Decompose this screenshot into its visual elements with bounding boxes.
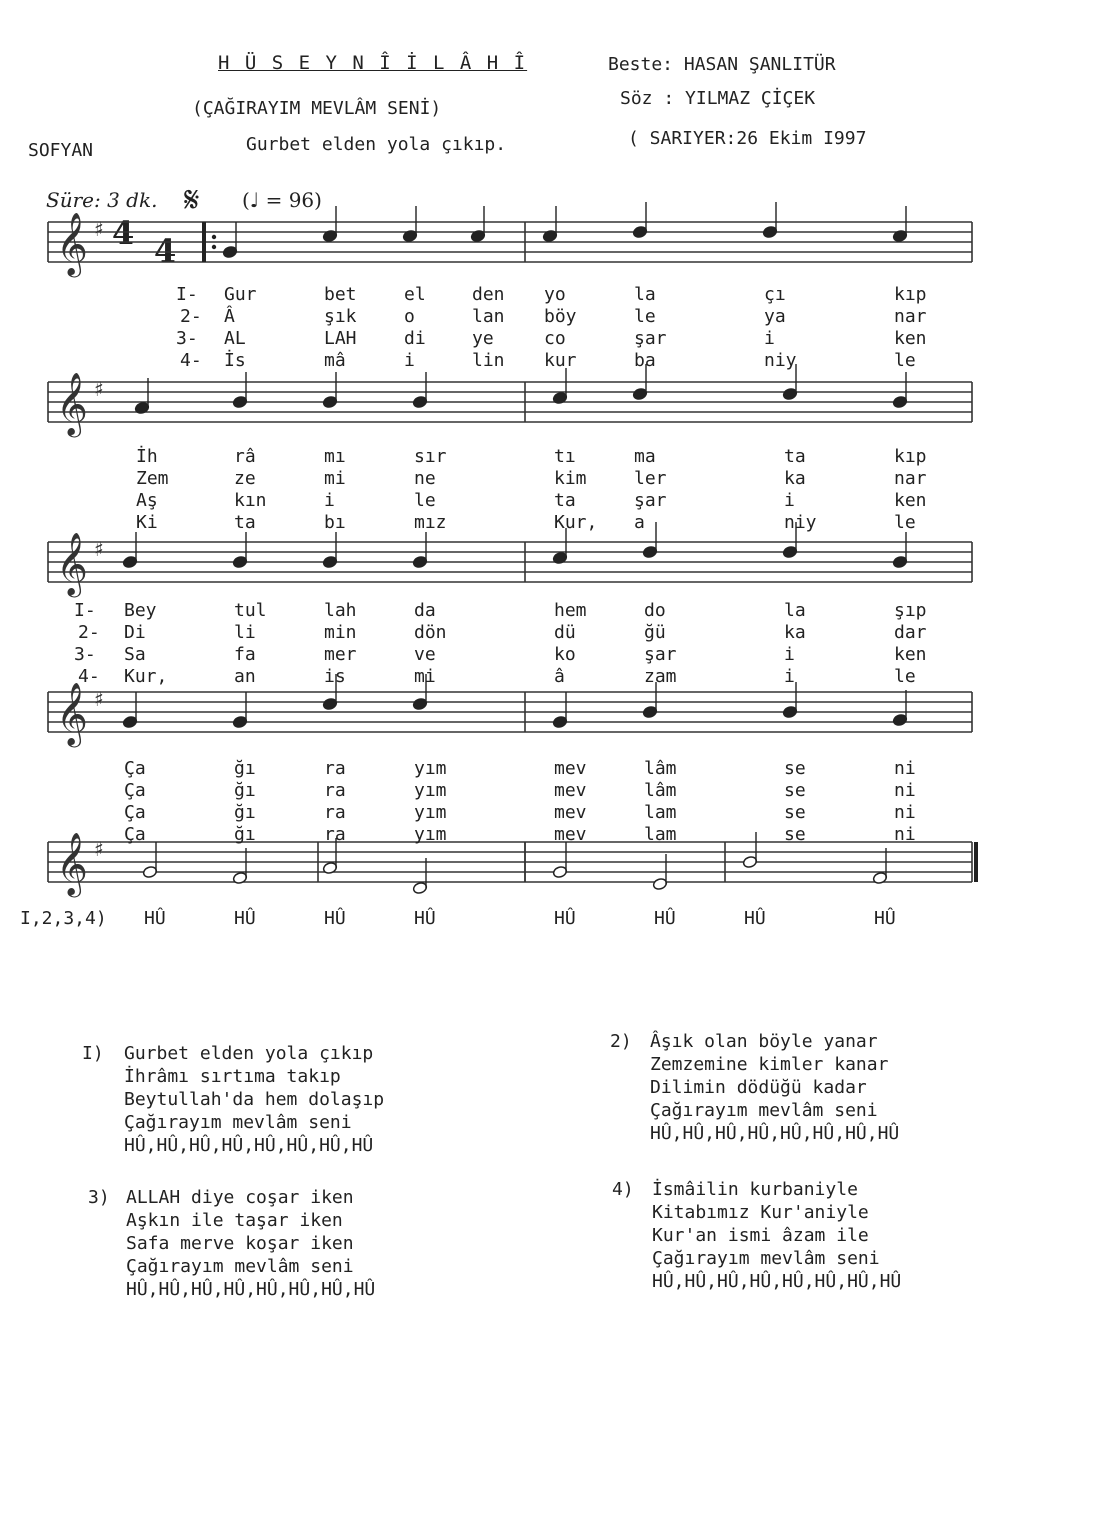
lyric-syllable: ni	[894, 758, 916, 779]
stanza-number: 2)	[610, 1031, 632, 1052]
stanza-lines	[124, 1042, 384, 1157]
lyric-syllable: mız	[414, 512, 447, 533]
lyric-syllable: şıp	[894, 600, 927, 621]
lyric-syllable: di	[404, 328, 426, 349]
lyric-syllable: şar	[644, 644, 677, 665]
lyric-syllable: Ki	[136, 512, 158, 533]
lyric-syllable: râ	[234, 446, 256, 467]
stanza-number: 3)	[88, 1187, 110, 1208]
lyric-syllable: le	[894, 350, 916, 371]
lyric-syllable: fa	[234, 644, 256, 665]
lyricist: Söz : YILMAZ ÇİÇEK	[620, 88, 816, 109]
lyric-syllable: is	[324, 666, 346, 687]
lyric-syllable: ra	[324, 802, 346, 823]
lyric-syllable: â	[554, 666, 565, 687]
lyric-syllable: i	[324, 490, 335, 511]
staff-system	[48, 522, 972, 598]
stanza-line: Zemzemine kimler kanar	[650, 1054, 889, 1075]
stanza-line: İhrâmı sırtıma takıp	[124, 1066, 341, 1087]
lyric-syllable: lâm	[644, 758, 677, 779]
lyric-syllable: şar	[634, 328, 667, 349]
lyric-syllable: le	[894, 666, 916, 687]
lyric-syllable: HÛ	[414, 908, 436, 929]
verse-label: 2-	[180, 306, 202, 327]
repeat-dot	[212, 235, 216, 239]
lyric-syllable: do	[644, 600, 666, 621]
stanza-line: HÛ,HÛ,HÛ,HÛ,HÛ,HÛ,HÛ,HÛ	[650, 1123, 900, 1144]
lyric-syllable: hem	[554, 600, 587, 621]
lyric-syllable: lâm	[644, 780, 677, 801]
lyric-syllable: dar	[894, 622, 927, 643]
lyric-syllable: ni	[894, 802, 916, 823]
stanza-line: Kur'an ismi âzam ile	[652, 1225, 869, 1246]
lyric-syllable: niy	[784, 512, 817, 533]
stanza-line: İsmâilin kurbaniyle	[652, 1179, 858, 1200]
lyric-syllable: ta	[784, 446, 806, 467]
lyric-syllable: ta	[234, 512, 256, 533]
lyric-syllable: mı	[324, 446, 346, 467]
treble-clef-icon: 𝄞	[56, 372, 88, 435]
lyric-syllable: Ça	[124, 824, 146, 845]
lyric-syllable: le	[634, 306, 656, 327]
lyric-syllable: la	[634, 284, 656, 305]
hymn-subtitle: (ÇAĞIRAYIM MEVLÂM SENİ)	[192, 98, 442, 119]
lyric-syllable: lin	[472, 350, 505, 371]
stanza-line: Aşkın ile taşar iken	[126, 1210, 343, 1231]
lyric-syllable: HÛ	[324, 908, 346, 929]
lyric-syllable: tul	[234, 600, 267, 621]
lyric-syllable: Sa	[124, 644, 146, 665]
lyric-syllable: se	[784, 758, 806, 779]
time-signature-bottom: 4	[154, 232, 177, 270]
lyric-syllable: yım	[414, 780, 447, 801]
staff-system	[48, 202, 972, 278]
time-signature-top: 4	[112, 214, 135, 252]
lyric-syllable: se	[784, 824, 806, 845]
lyric-syllable: İs	[224, 350, 246, 371]
lyric-syllable: dön	[414, 622, 447, 643]
lyric-syllable: sır	[414, 446, 447, 467]
lyric-syllable: lam	[644, 824, 677, 845]
lyric-syllable: lah	[324, 600, 357, 621]
lyric-syllable: İh	[136, 446, 158, 467]
key-sharp-icon: ♯	[94, 687, 104, 711]
lyric-syllable: ken	[894, 490, 927, 511]
lyric-syllable: yım	[414, 758, 447, 779]
lyric-syllable: ni	[894, 824, 916, 845]
lyric-syllable: mâ	[324, 350, 346, 371]
verse-label: I,2,3,4)	[20, 908, 107, 929]
verse-label: 3-	[176, 328, 198, 349]
lyric-syllable: nar	[894, 468, 927, 489]
duration-note: Süre: 3 dk.	[46, 188, 158, 212]
lyric-syllable: le	[894, 512, 916, 533]
lyric-syllable: se	[784, 780, 806, 801]
lyric-syllable: ğı	[234, 758, 256, 779]
lyric-syllable: ler	[634, 468, 667, 489]
lyric-syllable: ne	[414, 468, 436, 489]
stanza-line: HÛ,HÛ,HÛ,HÛ,HÛ,HÛ,HÛ,HÛ	[124, 1135, 374, 1156]
lyric-syllable: yo	[544, 284, 566, 305]
verse-label: 4-	[78, 666, 100, 687]
lyric-syllable: li	[234, 622, 256, 643]
lyric-syllable: ken	[894, 644, 927, 665]
lyric-syllable: da	[414, 600, 436, 621]
lyric-syllable: AL	[224, 328, 246, 349]
staff-system	[48, 364, 972, 438]
lyric-syllable: Bey	[124, 600, 157, 621]
lyric-syllable: yım	[414, 802, 447, 823]
lyric-syllable: ğü	[644, 622, 666, 643]
lyric-syllable: nar	[894, 306, 927, 327]
lyric-syllable: LAH	[324, 328, 357, 349]
lyric-syllable: i	[404, 350, 415, 371]
lyric-syllable: HÛ	[234, 908, 256, 929]
lyric-syllable: Ça	[124, 780, 146, 801]
lyric-syllable: den	[472, 284, 505, 305]
lyric-syllable: i	[784, 666, 795, 687]
lyric-syllable: i	[784, 490, 795, 511]
stanza-line: Çağırayım mevlâm seni	[652, 1248, 880, 1269]
lyric-syllable: ra	[324, 758, 346, 779]
lyric-syllable: o	[404, 306, 415, 327]
lyric-syllable: HÛ	[744, 908, 766, 929]
key-sharp-icon: ♯	[94, 217, 104, 241]
composer: Beste: HASAN ŞANLITÜR	[608, 54, 836, 75]
lyric-syllable: lam	[644, 802, 677, 823]
lyric-syllable: ra	[324, 824, 346, 845]
lyric-syllable: yım	[414, 824, 447, 845]
makam-usul: SOFYAN	[28, 140, 94, 161]
lyric-syllable: mer	[324, 644, 357, 665]
lyric-syllable: ken	[894, 328, 927, 349]
key-sharp-icon: ♯	[94, 537, 104, 561]
verse-label: I-	[74, 600, 96, 621]
lyric-syllable: mi	[414, 666, 436, 687]
stanza-line: Safa merve koşar iken	[126, 1233, 354, 1254]
lyric-syllable: Aş	[136, 490, 158, 511]
lyric-syllable: min	[324, 622, 357, 643]
lyric-syllable: ka	[784, 468, 806, 489]
lyric-syllable: mev	[554, 758, 587, 779]
treble-clef-icon: 𝄞	[56, 532, 88, 595]
lyric-syllable: kıp	[894, 446, 927, 467]
lyric-syllable: le	[414, 490, 436, 511]
lyric-syllable: niy	[764, 350, 797, 371]
lyric-syllable: çı	[764, 284, 786, 305]
lyric-syllable: HÛ	[654, 908, 676, 929]
verse-label: 3-	[74, 644, 96, 665]
lyric-syllable: HÛ	[554, 908, 576, 929]
lyric-syllable: i	[764, 328, 775, 349]
staff-system	[48, 832, 976, 898]
lyric-syllable: a	[634, 512, 645, 533]
lyric-syllable: ye	[472, 328, 494, 349]
lyric-syllable: ze	[234, 468, 256, 489]
lyric-syllable: co	[544, 328, 566, 349]
lyric-syllable: ma	[634, 446, 656, 467]
stanza-line: Çağırayım mevlâm seni	[126, 1256, 354, 1277]
lyric-syllable: la	[784, 600, 806, 621]
lyric-syllable: Ça	[124, 758, 146, 779]
lyric-syllable: mev	[554, 780, 587, 801]
lyric-syllable: Ça	[124, 802, 146, 823]
stanza-line: Dilimin dödüğü kadar	[650, 1077, 867, 1098]
lyric-syllable: ve	[414, 644, 436, 665]
lyric-syllable: Di	[124, 622, 146, 643]
lyric-syllable: i	[784, 644, 795, 665]
verse-label: 4-	[180, 350, 202, 371]
stanza-line: Kitabımız Kur'aniyle	[652, 1202, 869, 1223]
lyric-syllable: HÛ	[874, 908, 896, 929]
lyric-syllable: lan	[472, 306, 505, 327]
lyric-syllable: zam	[644, 666, 677, 687]
lyric-syllable: mev	[554, 824, 587, 845]
place-date: ( SARIYER:26 Ekim I997	[628, 128, 867, 149]
lyric-syllable: bı	[324, 512, 346, 533]
lyric-syllable: Kur,	[554, 512, 598, 533]
lyric-syllable: el	[404, 284, 426, 305]
stanza-line: Gurbet elden yola çıkıp	[124, 1043, 374, 1064]
lyric-syllable: şık	[324, 306, 357, 327]
stanza-line: Beytullah'da hem dolaşıp	[124, 1089, 385, 1110]
lyric-syllable: Â	[224, 306, 235, 327]
lyric-syllable: tı	[554, 446, 576, 467]
verse-label: 2-	[78, 622, 100, 643]
key-sharp-icon: ♯	[94, 377, 104, 401]
stanza-line: HÛ,HÛ,HÛ,HÛ,HÛ,HÛ,HÛ,HÛ	[652, 1271, 902, 1292]
lyric-syllable: ğı	[234, 780, 256, 801]
lyric-syllable: bet	[324, 284, 357, 305]
treble-clef-icon: 𝄞	[56, 682, 88, 745]
lyric-syllable: HÛ	[144, 908, 166, 929]
lyric-syllable: Gur	[224, 284, 257, 305]
lyric-syllable: ta	[554, 490, 576, 511]
lyric-syllable: ni	[894, 780, 916, 801]
treble-clef-icon: 𝄞	[56, 212, 88, 275]
lyric-syllable: ka	[784, 622, 806, 643]
repeat-dot	[212, 245, 216, 249]
first-line: Gurbet elden yola çıkıp.	[246, 134, 507, 155]
lyric-syllable: mi	[324, 468, 346, 489]
stanza-line: ALLAH diye coşar iken	[126, 1187, 354, 1208]
lyric-syllable: kur	[544, 350, 577, 371]
lyric-syllable: Kur,	[124, 666, 168, 687]
lyric-syllable: ra	[324, 780, 346, 801]
stanza-line: HÛ,HÛ,HÛ,HÛ,HÛ,HÛ,HÛ,HÛ	[126, 1279, 376, 1300]
lyric-syllable: ya	[764, 306, 786, 327]
lyric-syllable: dü	[554, 622, 576, 643]
treble-clef-icon: 𝄞	[56, 832, 88, 895]
tempo-marking: (♩ = 96)	[242, 188, 322, 212]
stanza-line: Âşık olan böyle yanar	[650, 1031, 878, 1052]
lyric-syllable: kıp	[894, 284, 927, 305]
key-sharp-icon: ♯	[94, 837, 104, 861]
lyric-syllable: Zem	[136, 468, 169, 489]
verse-label: I-	[176, 284, 198, 305]
lyric-syllable: şar	[634, 490, 667, 511]
stanza-lines	[126, 1186, 375, 1301]
stanza-line: Çağırayım mevlâm seni	[650, 1100, 878, 1121]
stanza-number: I)	[82, 1043, 104, 1064]
stanza-line: Çağırayım mevlâm seni	[124, 1112, 352, 1133]
lyric-syllable: ğı	[234, 802, 256, 823]
staff-system	[48, 674, 972, 748]
lyric-syllable: se	[784, 802, 806, 823]
segno-icon: 𝄋	[184, 180, 200, 221]
lyric-syllable: böy	[544, 306, 577, 327]
lyric-syllable: kim	[554, 468, 587, 489]
lyric-syllable: mev	[554, 802, 587, 823]
lyric-syllable: an	[234, 666, 256, 687]
lyric-syllable: kın	[234, 490, 267, 511]
hymn-title: H Ü S E Y N Î İ L Â H Î	[218, 52, 528, 74]
lyric-syllable: ko	[554, 644, 576, 665]
stanza-number: 4)	[612, 1179, 634, 1200]
lyric-syllable: ğı	[234, 824, 256, 845]
lyric-syllable: ba	[634, 350, 656, 371]
stanza-lines	[650, 1030, 899, 1145]
stanza-lines	[652, 1178, 901, 1293]
